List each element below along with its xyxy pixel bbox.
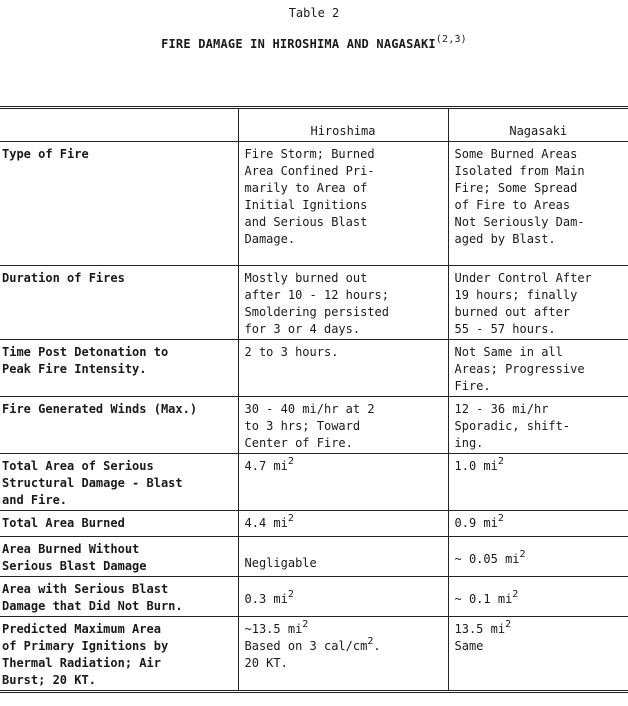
cell-nagasaki-primary-ignitions [448,617,628,692]
value-text [454,589,519,606]
table-row [0,454,628,511]
row-label-fire-generated-winds: Fire Generated Winds (Max.) [2,402,198,416]
cell-nagasaki-serious-damage [448,454,628,511]
value-text [244,513,294,530]
row-label-blast-did-not-burn: Area with Serious Blast Damage that Did Not Burn. [2,582,183,613]
cell-hiroshima-primary-ignitions [238,617,448,692]
cell-hiroshima-winds: 30 - 40 mi/hr at 2 to 3 hrs; Toward Center of Fire. [238,397,448,454]
table-row [0,266,628,340]
value-line-1 [245,621,442,638]
value-number: 13.5 mi [454,622,506,636]
value-number: ~13.5 mi [244,622,303,636]
value-number: 0.3 mi [244,592,288,606]
table-row [0,511,628,537]
table-title-reference: (2,3) [435,34,467,45]
table-row [0,577,628,617]
value-exponent: 2 [497,513,504,524]
value-exponent: 2 [519,549,526,560]
value-exponent: 2 [367,636,374,647]
column-header-blank [0,108,238,142]
cell-hiroshima-serious-damage [238,454,448,511]
row-label-type-of-fire: Type of Fire [2,147,89,161]
value-text [244,589,294,606]
value-number: 0.9 mi [454,516,498,530]
cell-hiroshima-duration: Mostly burned out after 10 - 12 hours; Smoldering persisted for 3 or 4 days. [238,266,448,340]
value-number: 1.0 mi [454,459,498,473]
value-number: 4.4 mi [244,516,288,530]
value-number: 4.7 mi [244,459,288,473]
column-header-hiroshima: Hiroshima [238,108,448,142]
table-header-row [0,108,628,142]
value-line-2: Same [454,639,484,653]
row-label-total-area-burned: Total Area Burned [2,516,125,530]
row-label-burned-without-blast: Area Burned Without Serious Blast Damage [2,542,147,573]
value-line-1 [455,621,623,638]
cell-nagasaki-burned-without-blast [448,537,628,577]
row-label-total-serious-damage: Total Area of Serious Structural Damage - Blast and Fire. [2,459,183,507]
value-text: . [373,639,381,653]
table-row [0,617,628,692]
value-exponent: 2 [497,456,504,467]
value-number: ~ 0.1 mi [454,592,513,606]
value-line-2 [245,638,442,655]
value-exponent: 2 [512,589,519,600]
table-row [0,537,628,577]
value-exponent: 2 [302,619,309,630]
value-number: ~ 0.05 mi [454,552,520,566]
value-text [244,456,294,473]
cell-nagasaki-winds: 12 - 36 mi/hr Sporadic, shift- ing. [448,397,628,454]
value-exponent: 2 [287,589,294,600]
cell-hiroshima-blast-did-not-burn [238,577,448,617]
value-exponent: 2 [287,513,294,524]
table-row [0,142,628,266]
row-label-duration-of-fires: Duration of Fires [2,271,125,285]
table-title-text: FIRE DAMAGE IN HIROSHIMA AND NAGASAKI [161,37,436,51]
cell-hiroshima-type-of-fire: Fire Storm; Burned Area Confined Pri- marily to Area of Initial Ignitions and Serious Blast Damage. [238,142,448,266]
cell-hiroshima-area-burned [238,511,448,537]
value-text: Based on 3 cal/cm [244,639,368,653]
cell-nagasaki-area-burned [448,511,628,537]
row-label-primary-ignitions: Predicted Maximum Area of Primary Ignitions by Thermal Radiation; Air Burst; 20 KT. [2,622,169,687]
value-text [454,549,526,566]
cell-nagasaki-type-of-fire: Some Burned Areas Isolated from Main Fire; Some Spread of Fire to Areas Not Seriously Dam- aged by Blast. [448,142,628,266]
value-text [454,513,504,530]
value-exponent: 2 [505,619,512,630]
cell-hiroshima-burned-without-blast: Negligable [238,537,448,577]
cell-nagasaki-blast-did-not-burn [448,577,628,617]
value-line-3: 20 KT. [244,656,288,670]
value-exponent: 2 [287,456,294,467]
value-text [454,456,504,473]
cell-nagasaki-duration: Under Control After 19 hours; finally burned out after 55 - 57 hours. [448,266,628,340]
fire-damage-table [0,106,628,693]
table-title [0,34,628,51]
table-row [0,397,628,454]
cell-nagasaki-time-post-detonation: Not Same in all Areas; Progressive Fire. [448,340,628,397]
row-label-time-post-detonation: Time Post Detonation to Peak Fire Intensity. [2,345,169,376]
cell-hiroshima-time-post-detonation: 2 to 3 hours. [238,340,448,397]
column-header-nagasaki: Nagasaki [448,108,628,142]
table-row [0,340,628,397]
table-number: Table 2 [288,6,340,20]
